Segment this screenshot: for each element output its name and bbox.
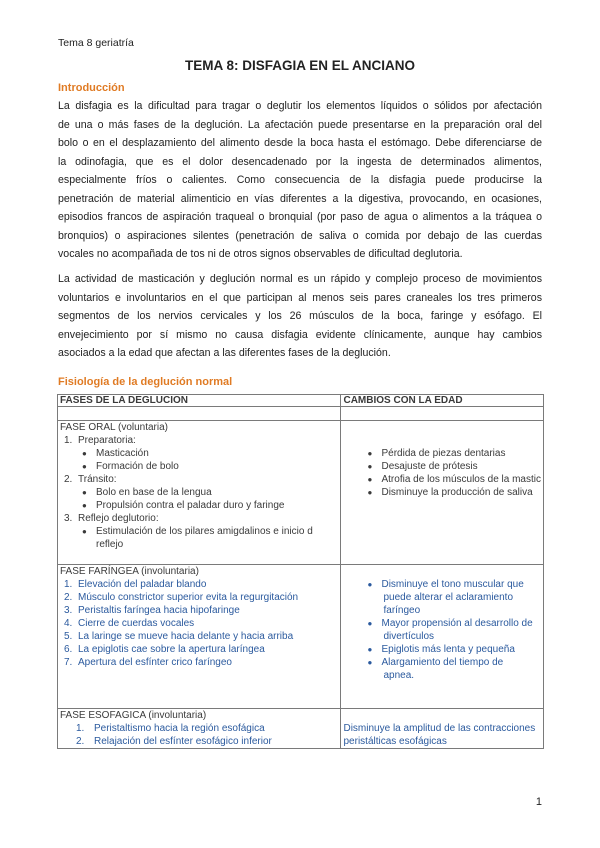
list-item: 2. Tránsito:	[64, 474, 117, 485]
text-line: la odinofagia, que es el dolor desencadenado por la ingesta de determinados alimentos,	[58, 155, 542, 168]
list-item: ● Desajuste de prótesis	[367, 461, 478, 472]
text-line: vocales no acompañada de tos ni de otros signos observables de dificultad deglutoria.	[58, 248, 463, 260]
intro-heading: Introducción	[58, 82, 125, 94]
list-item: ● Bolo en base de la lengua	[82, 487, 212, 498]
list-item: ● Atrofia de los músculos de la mastic	[367, 474, 541, 485]
intro-paragraph	[58, 97, 542, 264]
oral-phase-title: FASE ORAL (voluntaria)	[60, 422, 169, 433]
faringea-changes-cell	[341, 565, 544, 709]
text-line: episodios francos de aspiración traqueal o bronquial (por paso de agua o alimentos a la tráquea o	[58, 211, 542, 223]
table-header-row	[58, 395, 544, 407]
list-item: 5. La laringe se mueve hacia delante y hacia arriba	[64, 631, 294, 642]
list-item: 1. Preparatoria:	[64, 435, 136, 446]
esofagica-phase-cell	[58, 709, 341, 749]
deglution-table	[57, 394, 544, 749]
text-line: envejecimiento por sí mismo no causa disfagia evidente clínicamente, aunque hay cambios	[58, 328, 542, 341]
list-item: ● Disminuye la producción de saliva	[367, 487, 533, 498]
text-line: especialmente fríos o calientes. Como consecuencia de la disfagia puede producirse la	[58, 174, 542, 186]
list-item: ● Epiglotis más lenta y pequeña	[367, 644, 515, 655]
faringea-phase-cell	[58, 565, 341, 709]
text-line: voluntarios e involuntarios en el que participan al menos seis pares craneales los tres primeros	[58, 291, 542, 304]
list-item: ● Propulsión contra el paladar duro y faringe	[82, 500, 285, 511]
list-item: 4. Cierre de cuerdas vocales	[64, 618, 195, 629]
list-item: 3. Peristaltis faríngea hacia hipofaringe	[64, 605, 240, 616]
list-item: reflejo	[96, 539, 124, 550]
list-item: 2. Músculo constrictor superior evita la regurgitación	[64, 592, 299, 603]
text-line: de una o más fases de la deglución. La afectación puede presentarse en la preparación oral del	[58, 118, 542, 131]
page-number: 1	[535, 796, 542, 808]
esofagica-phase-title: FASE ESOFAGICA (involuntaria)	[60, 710, 207, 721]
esofagica-changes-cell	[341, 709, 544, 749]
col-header-phases: FASES DE LA DEGLUCION	[58, 395, 341, 407]
running-header: Tema 8 geriatría	[58, 37, 134, 49]
list-item: 3. Reflejo deglutorio:	[64, 513, 159, 524]
text-line: bronquios) o aspiraciones silentes (penetración de saliva o comida por debajo de las cuerdas	[58, 229, 542, 242]
esofagica-phase-row	[58, 709, 544, 749]
list-item: ● Alargamiento del tiempo de	[367, 657, 504, 668]
list-item: 2. Relajación del esfínter esofágico inferior	[76, 736, 272, 747]
physiology-paragraph	[58, 270, 542, 363]
faringea-phase-row	[58, 565, 544, 709]
oral-phase-row	[58, 421, 544, 565]
text-line: segmentos de los nervios cervicales y los 26 músculos de la boca, faringe y esófago. El	[58, 310, 542, 322]
list-item: ● Masticación	[82, 448, 149, 459]
list-item: ● Pérdida de piezas dentarias	[367, 448, 506, 459]
list-item: divertículos	[383, 631, 435, 642]
text-line: penetración de material alimenticio en vías diferentes a la digestiva, provocando, en ocasiones,	[58, 192, 542, 205]
table-row	[58, 407, 544, 421]
list-item: ● Formación de bolo	[82, 461, 179, 472]
list-item: puede alterar el aclaramiento	[383, 592, 514, 603]
physiology-heading: Fisiología de la deglución normal	[58, 376, 233, 388]
list-item: peristálticas esofágicas	[343, 736, 447, 747]
oral-changes-cell	[341, 421, 544, 565]
list-item: 1. Peristaltismo hacia la región esofágica	[76, 723, 265, 734]
text-line: asociados a la edad que afectan a las diferentes fases de la deglución.	[58, 347, 391, 359]
list-item: ● Mayor propensión al desarrollo de	[367, 618, 533, 629]
list-item: 6. La epiglotis cae sobre la apertura laríngea	[64, 644, 265, 655]
page-title: TEMA 8: DISFAGIA EN EL ANCIANO	[184, 58, 415, 73]
list-item: Disminuye la amplitud de las contracciones	[343, 723, 536, 734]
list-item: ● Estimulación de los pilares amigdalinos e inicio d	[82, 526, 313, 537]
text-line: La disfagia es la dificultad para tragar o deglutir los elementos líquidos o sólidos por afectación	[58, 100, 542, 112]
text-line: La actividad de masticación y deglución normal es un rápido y complejo proceso de movimientos	[58, 273, 542, 285]
col-header-changes: CAMBIOS CON LA EDAD	[341, 395, 544, 407]
text-line: bolo o en el desplazamiento del alimento desde la boca hasta el estómago. Debe diferenciarse de	[58, 137, 542, 149]
list-item: 1. Elevación del paladar blando	[64, 579, 207, 590]
list-item: apnea.	[383, 670, 415, 681]
list-item: faríngeo	[383, 605, 421, 616]
faringea-phase-title: FASE FARÍNGEA (involuntaria)	[60, 566, 199, 577]
list-item: ● Disminuye el tono muscular que	[367, 579, 524, 590]
list-item: 7. Apertura del esfínter crico faríngeo	[64, 657, 232, 668]
oral-phase-cell	[58, 421, 341, 565]
